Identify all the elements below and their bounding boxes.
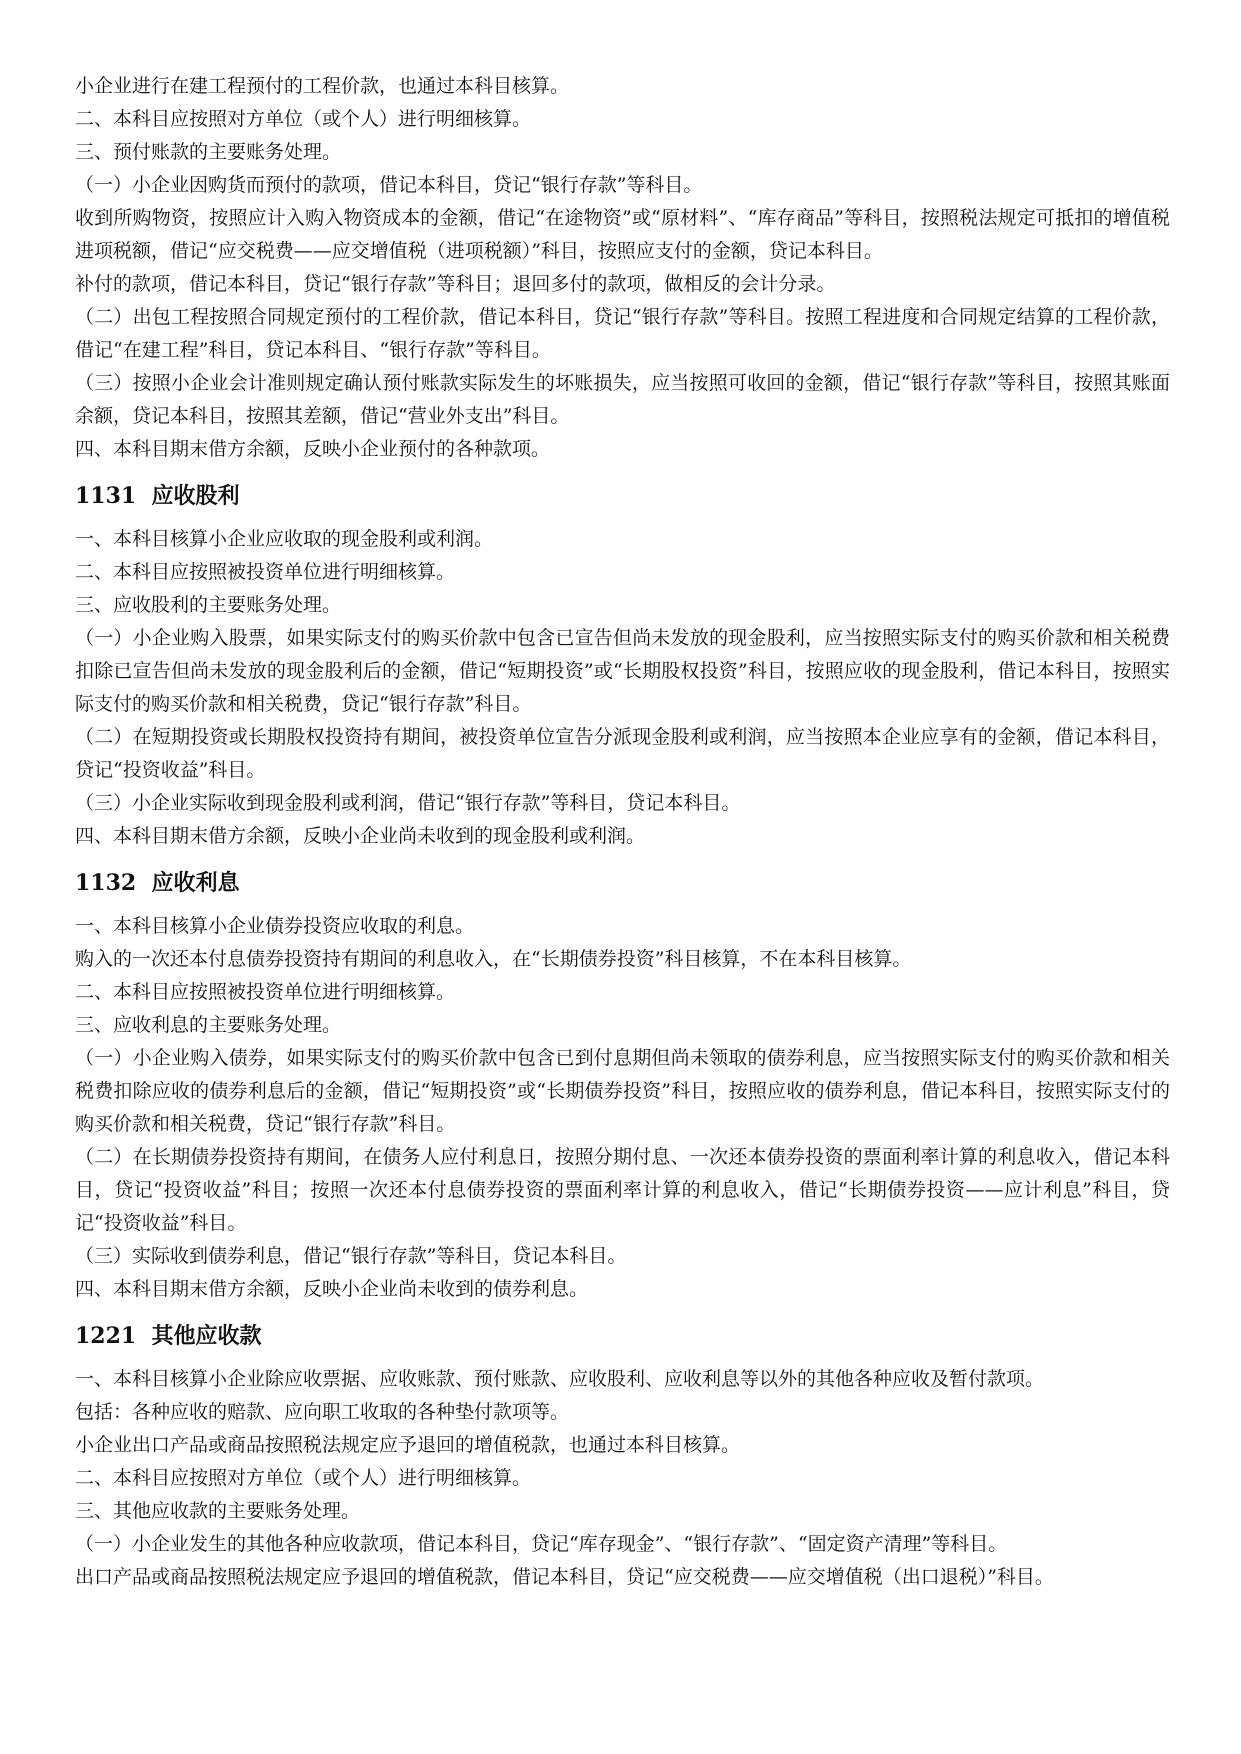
paragraph: 三、应收利息的主要账务处理。 [75, 1014, 342, 1036]
paragraph: （三）小企业实际收到现金股利或利润，借记“银行存款”等科目，贷记本科目。 [75, 792, 741, 814]
paragraph: 出口产品或商品按照税法规定应予退回的增值税款，借记本科目，贷记“应交税费——应交增值税（出口退税）”科目。 [75, 1566, 1054, 1588]
sections-container [75, 480, 1170, 1594]
intro-section [75, 70, 1170, 466]
account-section [75, 867, 1170, 1306]
paragraph: 小企业出口产品或商品按照税法规定应予退回的增值税款，也通过本科目核算。 [75, 1434, 741, 1456]
paragraph: 三、其他应收款的主要账务处理。 [75, 1500, 361, 1522]
paragraph: （一）小企业发生的其他各种应收款项，借记本科目，贷记“库存现金”、“银行存款”、“固定资产清理”等科目。 [75, 1533, 1008, 1555]
paragraph: 三、预付账款的主要账务处理。 [75, 141, 342, 163]
paragraph: 三、应收股利的主要账务处理。 [75, 594, 342, 616]
paragraph: 二、本科目应按照被投资单位进行明细核算。 [75, 981, 456, 1003]
paragraph: 一、本科目核算小企业应收取的现金股利或利润。 [75, 528, 494, 550]
section-heading: 1132 应收利息 [75, 870, 240, 896]
paragraph: 一、本科目核算小企业债券投资应收取的利息。 [75, 915, 475, 937]
paragraph: 四、本科目期末借方余额，反映小企业尚未收到的现金股利或利润。 [75, 825, 646, 847]
paragraph: 包括：各种应收的赔款、应向职工收取的各种垫付款项等。 [75, 1401, 570, 1423]
paragraph: （二）出包工程按照合同规定预付的工程价款，借记本科目，贷记“银行存款”等科目。按照工程进度和合同规定结算的工程价款，借记“在建工程”科目，贷记本科目、“银行存款”等科目。 [75, 306, 1170, 361]
paragraph: 购入的一次还本付息债券投资持有期间的利息收入，在“长期债券投资”科目核算，不在本科目核算。 [75, 948, 912, 970]
paragraph: 收到所购物资，按照应计入购入物资成本的金额，借记“在途物资”或“原材料”、“库存商品”等科目，按照税法规定可抵扣的增值税进项税额，借记“应交税费——应交增值税（进项税额）”科目，按照应支付的金额，贷记本科目。 [75, 207, 1170, 262]
paragraph: （三）按照小企业会计准则规定确认预付账款实际发生的坏账损失，应当按照可收回的金额，借记“银行存款”等科目，按照其账面余额，贷记本科目，按照其差额，借记“营业外支出”科目。 [75, 372, 1170, 427]
paragraph: 四、本科目期末借方余额，反映小企业尚未收到的债券利息。 [75, 1278, 589, 1300]
account-section [75, 1320, 1170, 1594]
paragraph: 二、本科目应按照对方单位（或个人）进行明细核算。 [75, 108, 532, 130]
section-heading: 1131 应收股利 [75, 483, 240, 509]
paragraph: （二）在短期投资或长期股权投资持有期间，被投资单位宣告分派现金股利或利润，应当按照本企业应享有的金额，借记本科目，贷记“投资收益”科目。 [75, 726, 1170, 781]
paragraph: 一、本科目核算小企业除应收票据、应收账款、预付账款、应收股利、应收利息等以外的其他各种应收及暂付款项。 [75, 1368, 1045, 1390]
paragraph: 四、本科目期末借方余额，反映小企业预付的各种款项。 [75, 438, 551, 460]
paragraph: 二、本科目应按照对方单位（或个人）进行明细核算。 [75, 1467, 532, 1489]
document-body [75, 70, 1170, 1594]
paragraph: （二）在长期债券投资持有期间，在债务人应付利息日，按照分期付息、一次还本债券投资的票面利率计算的利息收入，借记本科目，贷记“投资收益”科目；按照一次还本付息债券投资的票面利率计算的利息收入，借记“长期债券投资——应计利息”科目，贷记“投资收益”科目。 [75, 1146, 1170, 1234]
paragraph: 小企业进行在建工程预付的工程价款，也通过本科目核算。 [75, 75, 570, 97]
paragraph: （一）小企业购入股票，如果实际支付的购买价款中包含已宣告但尚未发放的现金股利，应当按照实际支付的购买价款和相关税费扣除已宣告但尚未发放的现金股利后的金额，借记“短期投资”或“长期股权投资”科目，按照应收的现金股利，借记本科目，按照实际支付的购买价款和相关税费，贷记“银行存款”科目。 [75, 627, 1170, 715]
section-heading: 1221 其他应收款 [75, 1323, 262, 1349]
paragraph: （三）实际收到债券利息，借记“银行存款”等科目，贷记本科目。 [75, 1245, 627, 1267]
paragraph: 二、本科目应按照被投资单位进行明细核算。 [75, 561, 456, 583]
paragraph: （一）小企业购入债券，如果实际支付的购买价款中包含已到付息期但尚未领取的债券利息，应当按照实际支付的购买价款和相关税费扣除应收的债券利息后的金额，借记“短期投资”或“长期债券投资”科目，按照应收的债券利息，借记本科目，按照实际支付的购买价款和相关税费，贷记“银行存款”科目。 [75, 1047, 1170, 1135]
paragraph: （一）小企业因购货而预付的款项，借记本科目，贷记“银行存款”等科目。 [75, 174, 703, 196]
paragraph: 补付的款项，借记本科目，贷记“银行存款”等科目；退回多付的款项，做相反的会计分录。 [75, 273, 836, 295]
account-section [75, 480, 1170, 853]
